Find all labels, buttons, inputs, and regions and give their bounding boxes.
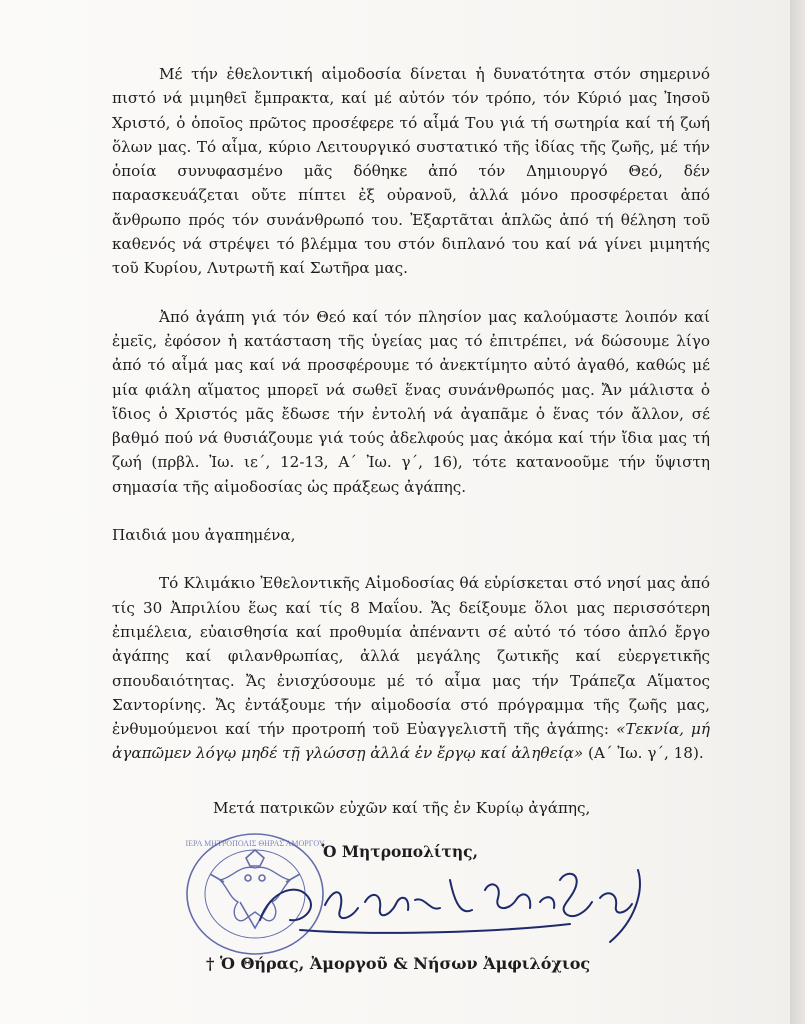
signatory-title: Ὁ Μητροπολίτης, <box>322 842 478 861</box>
paragraph-3-text: Τό Κλιμάκιο Ἐθελοντικῆς Αἱμοδοσίας θά εὑρίσκεται στό νησί μας ἀπό τίς 30 Ἀπριλίου ἕως καί τίς 8 Μαΐου. Ἄς δείξουμε ὅλοι μας περισσότερη ἐπιμέλεια, εὐαισθησία καί προθυμία ἀπέναντι σέ αὐτό τό τόσο ἁπλό ἔργο ἀγάπης καί φιλανθρωπίας, ἀλλά μεγάλης ζωτικῆς καί εὐεργετικῆς σπουδαιότητας. Ἄς ἐνισχύσουμε μέ τό αἷμα μας τήν Τράπεζα Αἵματος Σαντορίνης. Ἄς ἐντάξουμε τήν αἱμοδοσία στό πρόγραμμα τῆς ζωῆς μας, ἐνθυμούμενοι καί τήν προτροπή τοῦ Εὐαγγελιστῆ τῆς ἀγάπης: <box>112 574 710 739</box>
scripture-reference: (Α΄ Ἰω. γ΄, 18). <box>588 744 704 763</box>
scripture-quote: «Τεκνία, μή ἀγαπῶμεν λόγῳ μηδέ τῇ γλώσσῃ ἀλλά ἐν ἔργῳ καί ἀληθείᾳ» <box>112 720 710 763</box>
seal-text: ΙΕΡΑ ΜΗΤΡΟΠΟΛΙΣ ΘΗΡΑΣ ΑΜΟΡΓΟΥ <box>185 839 325 848</box>
closing-line: Μετά πατρικῶν εὐχῶν καί τῆς ἐν Κυρίῳ ἀγάπης, <box>213 799 591 817</box>
letter-body <box>112 62 710 766</box>
greeting: Παιδιά μου ἀγαπημένα, <box>112 526 296 545</box>
paragraph-1: Μέ τήν ἐθελοντική αἱμοδοσία δίνεται ἡ δυνατότητα στόν σημερινό πιστό νά μιμηθεῖ ἔμπρακτα, καί μέ αὐτόν τόν τρόπο, τόν Κύριό μας Ἰησοῦ Χριστό, ὁ ὁποῖος πρῶτος προσέφερε τό αἷμά Του γιά τή σωτηρία καί τή ζωή ὅλων μας. Τό αἷμα, κύριο Λειτουργικό συστατικό τῆς ἰδίας τῆς ζωῆς, μέ τήν ὁποία συνυφασμένο μᾶς δόθηκε ἀπό τόν Δημιουργό Θεό, δέν παρασκευάζεται οὔτε πίπτει ἐξ οὐρανοῦ, ἀλλά μόνο προσφέρεται ἀπό ἄνθρωπο πρός τόν συνάνθρωπό του. Ἐξαρτᾶται ἁπλῶς ἀπό τή θέληση τοῦ καθενός νά στρέψει τό βλέμμα του στόν διπλανό του καί νά γίνει μιμητής τοῦ Κυρίου, Λυτρωτῆ καί Σωτῆρα μας. <box>112 65 710 278</box>
paragraph-3 <box>112 571 710 765</box>
paragraph-2: Ἀπό ἀγάπη γιά τόν Θεό καί τόν πλησίον μας καλούμαστε λοιπόν καί ἐμεῖς, ἐφόσον ἡ κατάσταση τῆς ὑγείας μας τό ἐπιτρέπει, νά δώσουμε λίγο ἀπό τό αἷμά μας καί νά προσφέρουμε τό ἀνεκτίμητο αὐτό ἀγαθό, καθώς μέ μία φιάλη αἵματος μπορεῖ νά σωθεῖ ἕνας συνάνθρωπός μας. Ἄν μάλιστα ὁ ἴδιος ὁ Χριστός μᾶς ἔδωσε τήν ἐντολή νά ἀγαπᾶμε ὁ ἕνας τόν ἄλλον, σέ βαθμό πού νά θυσιάζουμε γιά τούς ἀδελφούς μας ἀκόμα καί τήν ἴδια μας τή ζωή (πρβλ. Ἰω. ιε΄, 12-13, Α΄ Ἰω. γ΄, 16), τότε κατανοοῦμε τήν ὕψιστη σημασία τῆς αἱμοδοσίας ὡς πράξεως ἀγάπης. <box>112 307 710 496</box>
page-edge <box>790 0 805 1024</box>
signatory-name: † Ὁ Θήρας, Ἀμοργοῦ & Νήσων Ἀμφιλόχιος <box>206 954 591 973</box>
handwritten-signature-icon <box>240 850 660 950</box>
